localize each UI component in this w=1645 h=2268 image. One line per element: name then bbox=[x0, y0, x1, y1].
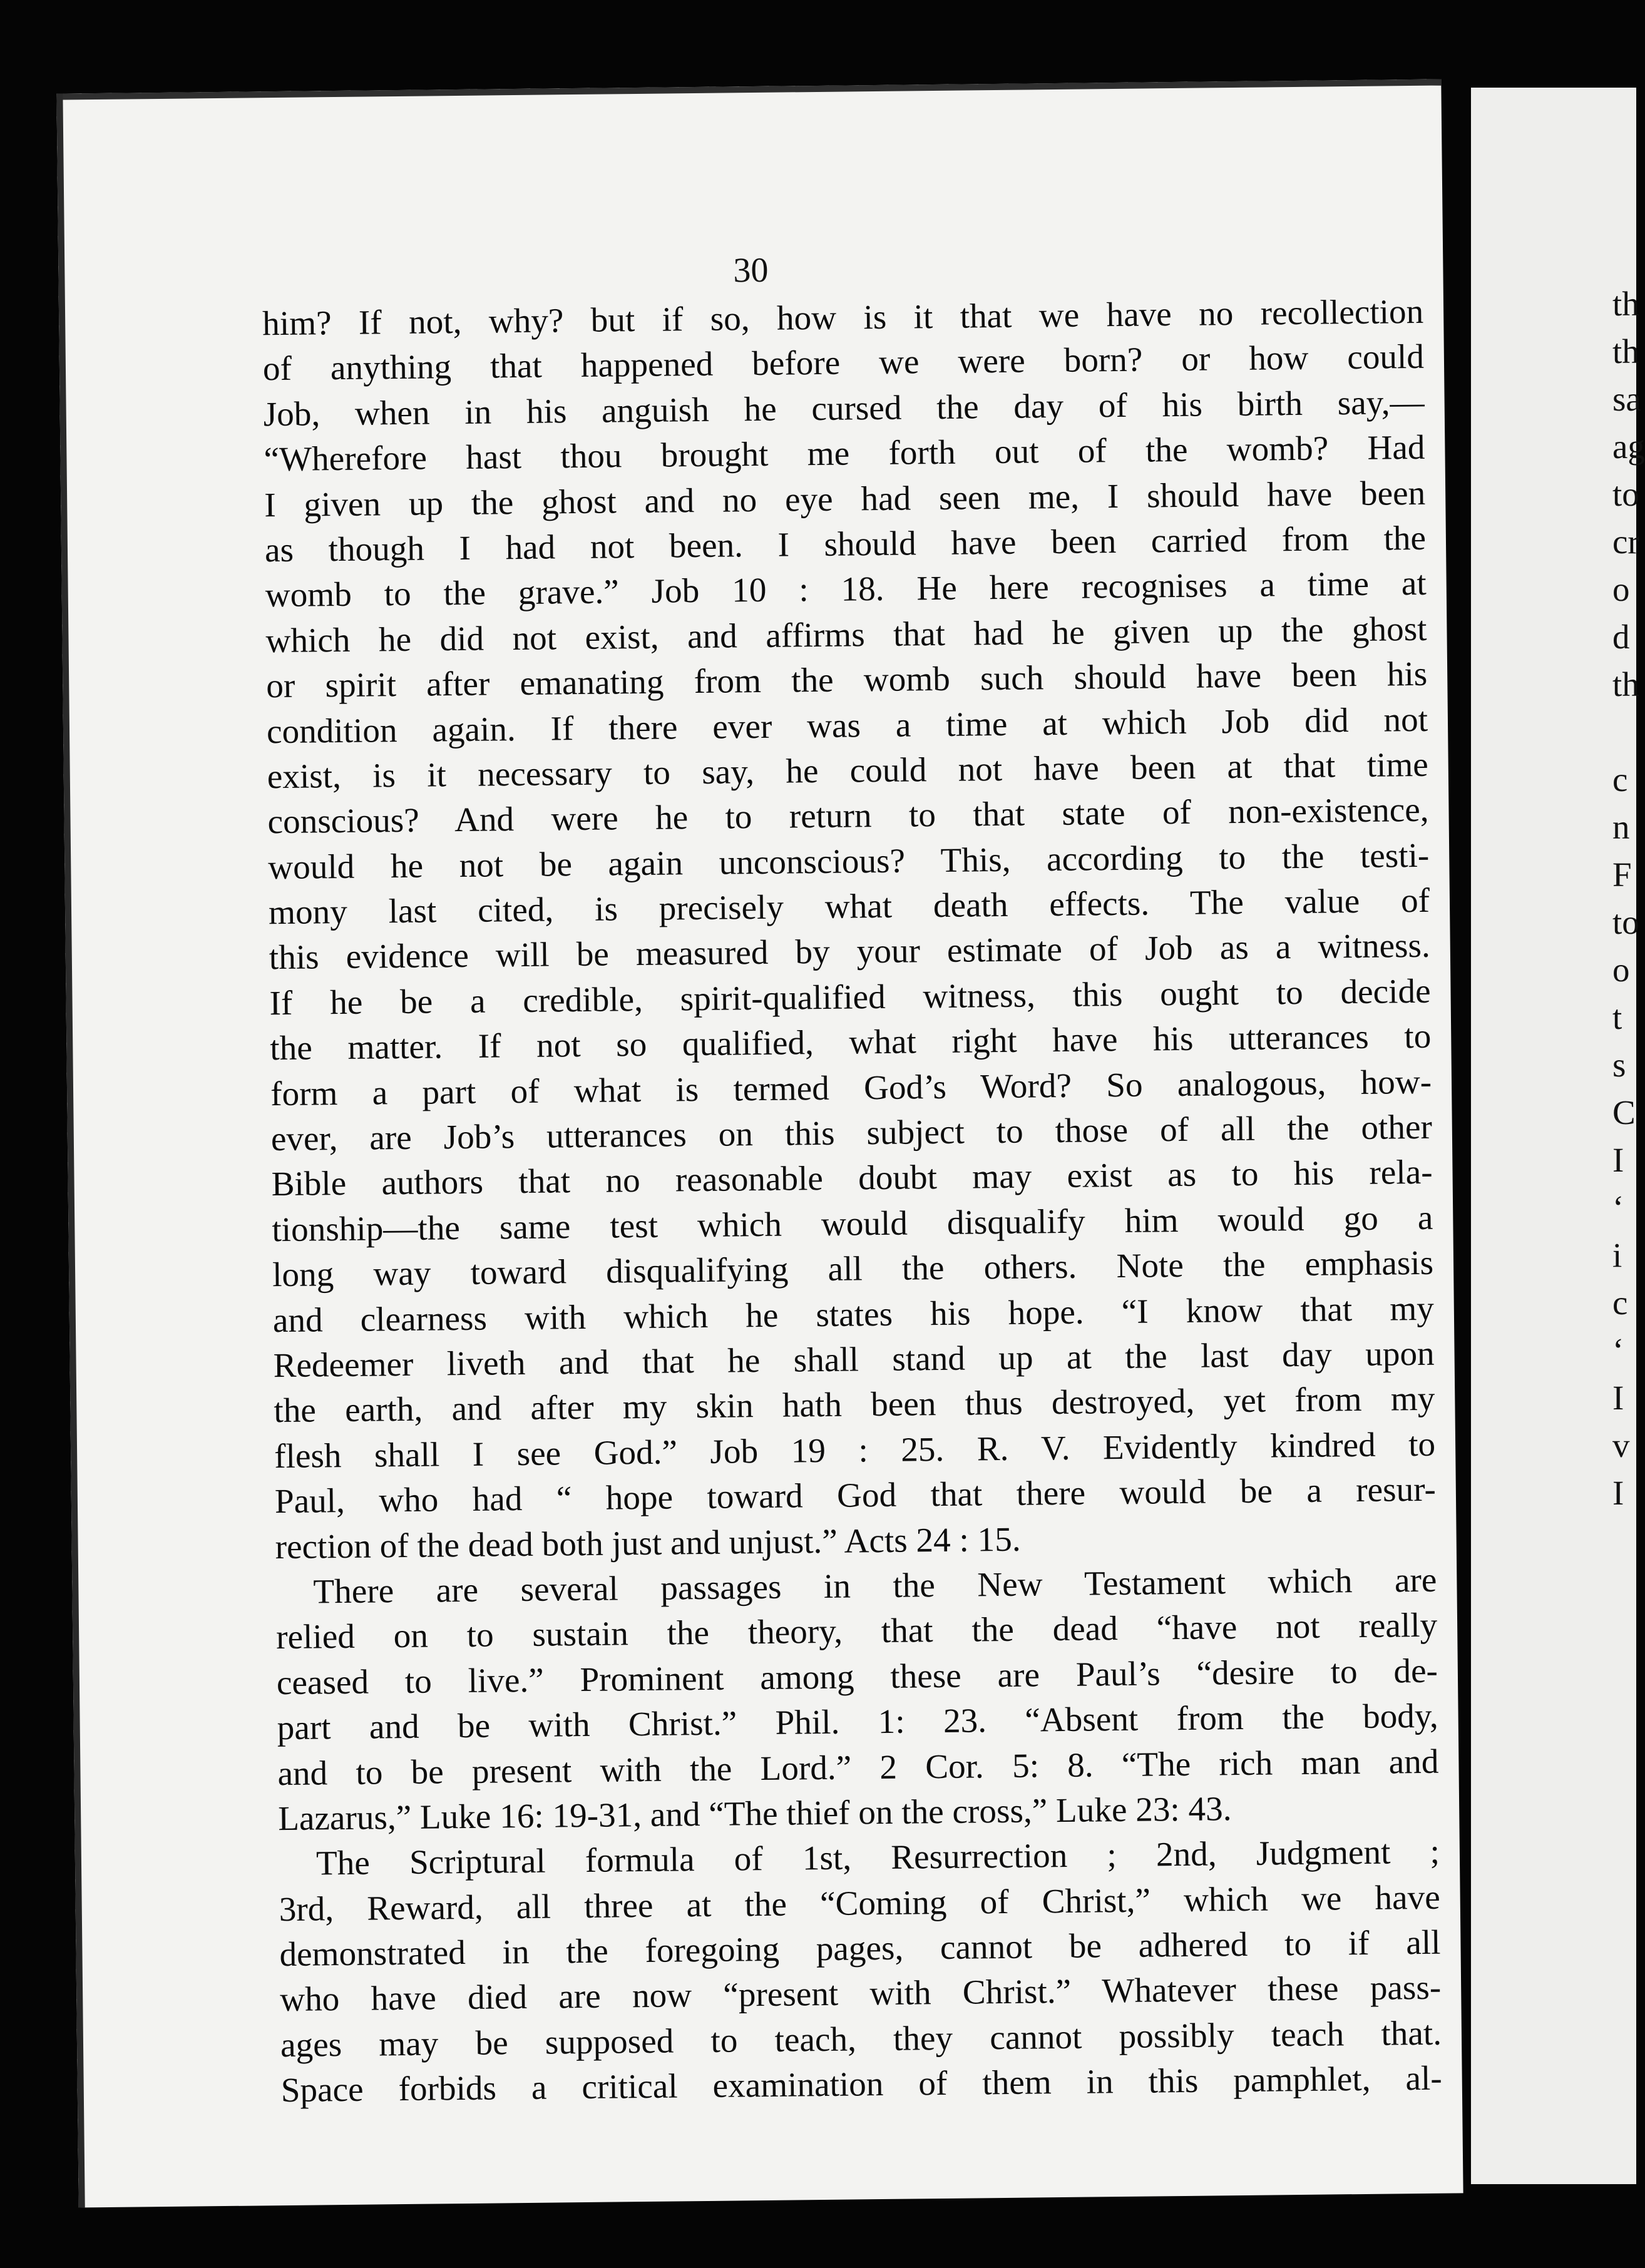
text-line: form a part of what is termed God’s Word? So analogous, how- bbox=[270, 1062, 1432, 1113]
adjacent-page-fragment: ag bbox=[1612, 427, 1645, 466]
text-line: There are several passages in the New Testament which are bbox=[313, 1560, 1437, 1611]
text-line: Redeemer liveth and that he shall stand up at the last day upon bbox=[273, 1334, 1435, 1385]
text-line: condition again. If there ever was a time at which Job did not bbox=[266, 700, 1428, 750]
adjacent-page-fragment: i bbox=[1612, 1236, 1622, 1274]
text-line: would he not be again unconscious? This, according to the testi- bbox=[268, 835, 1430, 886]
adjacent-page-fragment: o bbox=[1612, 570, 1630, 608]
adjacent-page-edge bbox=[1471, 88, 1645, 2184]
text-line: 3rd, Reward, all three at the “Coming of Christ,” which we have bbox=[279, 1877, 1440, 1928]
adjacent-page-fragment: o bbox=[1612, 951, 1630, 989]
text-line: Paul, who had “ hope toward God that there would be a resur- bbox=[274, 1469, 1437, 1521]
adjacent-page-fragment: n bbox=[1612, 808, 1630, 846]
adjacent-page-fragment: c bbox=[1612, 1284, 1628, 1322]
text-line: womb to the grave.” Job 10 : 18. He here recognises a time at bbox=[265, 564, 1427, 615]
text-line: If he be a credible, spirit-qualified witness, this ought to decide bbox=[269, 971, 1431, 1023]
text-line: of anything that happened before we were born? or how could bbox=[262, 337, 1425, 388]
text-line: ages may be supposed to teach, they cannot possibly teach that. bbox=[280, 2013, 1442, 2064]
adjacent-page-fragment: th bbox=[1612, 665, 1639, 703]
adjacent-page-fragment: ‘ bbox=[1612, 1188, 1624, 1227]
adjacent-page-fragment: d bbox=[1612, 618, 1630, 656]
page-number: 30 bbox=[733, 250, 769, 290]
adjacent-page-fragment: c bbox=[1612, 760, 1628, 799]
adjacent-page-fragment: cr bbox=[1612, 523, 1639, 561]
adjacent-page-fragment: to bbox=[1612, 475, 1639, 513]
text-line: demonstrated in the foregoing pages, cannot be adhered to if all bbox=[279, 1923, 1441, 1974]
text-line: the matter. If not so qualified, what right have his utterances to bbox=[270, 1017, 1432, 1068]
adjacent-page-fragment: th bbox=[1612, 332, 1639, 370]
text-line: conscious? And were he to return to that state of non-existence, bbox=[267, 790, 1429, 841]
text-line: him? If not, why? but if so, how is it that we have no recollection bbox=[262, 292, 1424, 343]
text-line: exist, is it necessary to say, he could not have been at that time bbox=[267, 745, 1429, 796]
text-line: Bible authors that no reasonable doubt may exist as to his rela- bbox=[271, 1153, 1433, 1203]
adjacent-page-fragment: I bbox=[1612, 1141, 1624, 1179]
text-line: and clearness with which he states his hope. “I know that my bbox=[272, 1289, 1435, 1339]
adjacent-page-fragment: v bbox=[1612, 1426, 1630, 1464]
text-line: rection of the dead both just and unjust.” Acts 24 : 15. bbox=[275, 1520, 1021, 1566]
text-line: “Wherefore hast thou brought me forth out of the womb? Had bbox=[264, 427, 1425, 479]
text-line: ceased to live.” Prominent among these are Paul’s “desire to de- bbox=[276, 1651, 1438, 1702]
text-line: Job, when in his anguish he cursed the day of his birth say,— bbox=[263, 382, 1425, 434]
text-line: tionship—the same test which would disqualify him would go a bbox=[272, 1198, 1433, 1249]
text-line: the earth, and after my skin hath been thus destroyed, yet from my bbox=[274, 1379, 1435, 1430]
adjacent-page-fragment: F bbox=[1612, 856, 1632, 894]
text-line: Space forbids a critical examination of them in this pamphlet, al- bbox=[280, 2058, 1443, 2110]
adjacent-page-fragment: C bbox=[1612, 1093, 1636, 1131]
book-page bbox=[56, 79, 1463, 2208]
adjacent-page-fragment: th bbox=[1612, 285, 1639, 323]
text-line: relied on to sustain the theory, that the dead “have not really bbox=[275, 1606, 1438, 1657]
adjacent-page-fragment: t bbox=[1612, 998, 1622, 1036]
text-line: which he did not exist, and affirms that had he given up the ghost bbox=[265, 609, 1427, 660]
text-line: flesh shall I see God.” Job 19 : 25. R. V. Evidently kindred to bbox=[274, 1424, 1436, 1475]
text-line: Lazarus,” Luke 16: 19-31, and “The thief on the cross,” Luke 23: 43. bbox=[277, 1789, 1232, 1838]
adjacent-page-fragment: I bbox=[1612, 1379, 1624, 1417]
text-line: and to be present with the Lord.” 2 Cor. 5: 8. “The rich man and bbox=[277, 1742, 1439, 1792]
text-line: long way toward disqualifying all the others. Note the emphasis bbox=[272, 1243, 1434, 1294]
text-line: ever, are Job’s utterances on this subject to those of all the other bbox=[270, 1107, 1433, 1158]
adjacent-page-fragment: sa bbox=[1612, 380, 1641, 418]
text-line: I given up the ghost and no eye had seen me, I should have been bbox=[264, 473, 1426, 524]
adjacent-page-text bbox=[1612, 280, 1645, 1517]
page-body-text bbox=[262, 289, 1442, 2113]
adjacent-page-fragment: I bbox=[1612, 1474, 1624, 1512]
text-line: mony last cited, is precisely what death effects. The value of bbox=[268, 881, 1430, 932]
adjacent-page-fragment: s bbox=[1612, 1046, 1626, 1084]
adjacent-page-fragment: to bbox=[1612, 903, 1639, 941]
text-line: as though I had not been. I should have been carried from the bbox=[264, 518, 1427, 570]
text-line: or spirit after emanating from the womb such should have been his bbox=[265, 654, 1428, 705]
text-line: part and be with Christ.” Phil. 1: 23. “Absent from the body, bbox=[277, 1696, 1438, 1747]
adjacent-page-fragment: ‘ bbox=[1612, 1331, 1624, 1369]
text-line: this evidence will be measured by your estimate of Job as a witness. bbox=[269, 926, 1431, 977]
text-line: The Scriptural formula of 1st, Resurrection ; 2nd, Judgment ; bbox=[315, 1832, 1440, 1882]
text-line: who have died are now “present with Christ.” Whatever these pass- bbox=[279, 1968, 1442, 2019]
